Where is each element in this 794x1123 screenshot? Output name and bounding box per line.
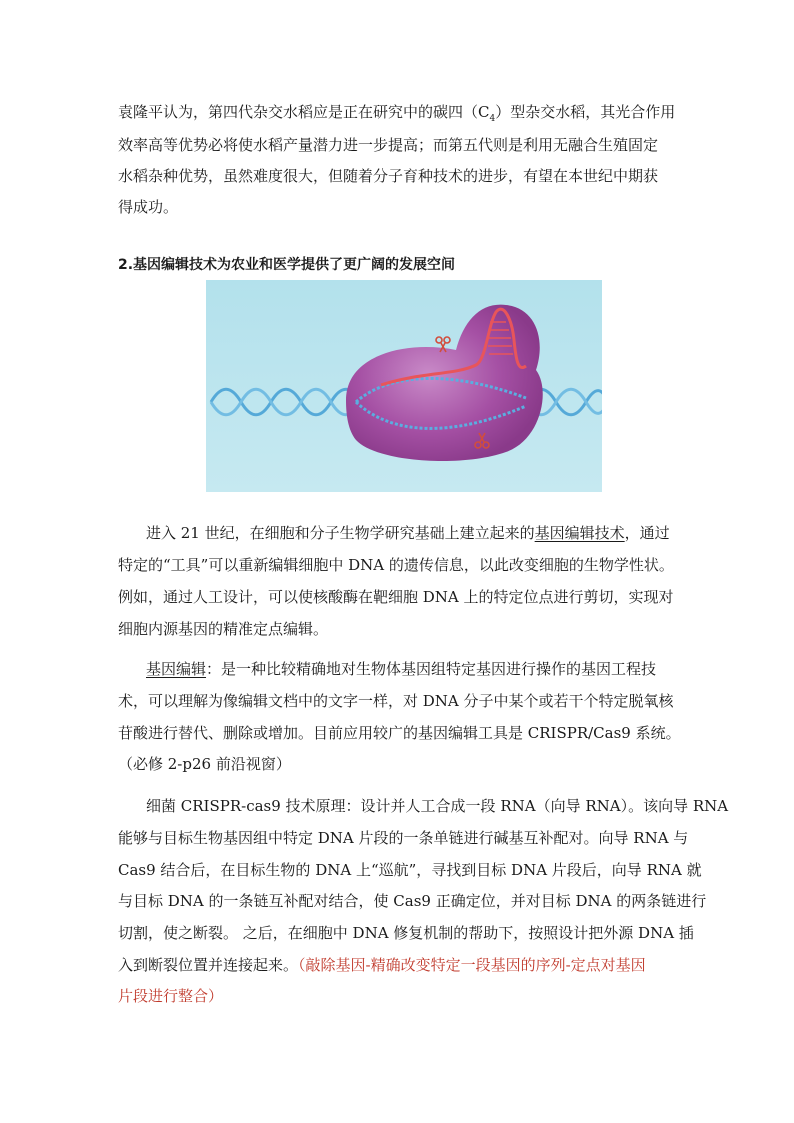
para2-line3: 例如，通过人工设计，可以使核酸酶在靶细胞 DNA 上的特定位点进行剪切，实现对	[118, 588, 674, 606]
para3-line2: 术，可以理解为像编辑文档中的文字一样，对 DNA 分子中某个或若干个特定脱氧核	[118, 692, 674, 710]
para3-line3: 苷酸进行替代、删除或增加。目前应用较广的基因编辑工具是 CRISPR/Cas9 系统。	[118, 724, 681, 742]
para4-line4: 与目标 DNA 的一条链互补配对结合，使 Cas9 正确定位，并对目标 DNA 的两条链进行	[118, 892, 707, 910]
para4-line6	[118, 955, 646, 975]
para4-line7: 片段进行整合）	[118, 987, 224, 1005]
c4-subscript: 4	[489, 114, 496, 124]
para4-line3: Cas9 结合后，在目标生物的 DNA 上“巡航”，寻找到目标 DNA 片段后，向导 RNA 就	[118, 861, 702, 879]
para1-line1	[118, 102, 675, 129]
para1-line2: 效率高等优势必将使水稻产量潜力进一步提高；而第五代则是利用无融合生殖固定	[118, 136, 659, 154]
para1-line1-tail: ）型杂交水稻，其光合作用	[495, 103, 676, 121]
para2-line1-tail: ，通过	[624, 524, 670, 542]
para4-line1: 细菌 CRISPR-cas9 技术原理：设计并人工合成一段 RNA（向导 RNA）。该向导 RNA	[146, 797, 729, 815]
term-gene-editing-technology: 基因编辑技术	[534, 524, 625, 542]
para3-line1-text: ：是一种比较精确地对生物体基因组特定基因进行操作的基因工程技	[206, 660, 657, 678]
note-red-annotation: （敲除基因-精确改变特定一段基因的序列-定点对基因	[298, 956, 646, 974]
crispr-cas9-illustration	[206, 280, 602, 492]
para1-line1-text: 袁隆平认为，第四代杂交水稻应是正在研究中的碳四（C	[118, 103, 490, 121]
para3-line4: （必修 2-p26 前沿视窗）	[118, 755, 291, 773]
para2-line4: 细胞内源基因的精准定点编辑。	[118, 620, 329, 638]
para1-line4: 得成功。	[118, 198, 179, 216]
section-heading: 2.基因编辑技术为农业和医学提供了更广阔的发展空间	[118, 257, 456, 273]
para2-line2: 特定的“工具”可以重新编辑细胞中 DNA 的遗传信息，以此改变细胞的生物学性状。	[118, 556, 674, 574]
term-gene-editing: 基因编辑	[146, 660, 207, 678]
para4-line6-text: 入到断裂位置并连接起来。	[118, 956, 299, 974]
para2-line1-text: 进入 21 世纪，在细胞和分子生物学研究基础上建立起来的	[146, 524, 535, 542]
para4-line2: 能够与目标生物基因组中特定 DNA 片段的一条单链进行碱基互补配对。向导 RNA 与	[118, 829, 689, 847]
para2-line1	[146, 523, 670, 543]
para4-line5: 切割，使之断裂。 之后，在细胞中 DNA 修复机制的帮助下，按照设计把外源 DNA 插	[118, 924, 694, 942]
para1-line3: 水稻杂种优势，虽然难度很大，但随着分子育种技术的进步，有望在本世纪中期获	[118, 167, 659, 185]
para3-line1	[146, 659, 656, 679]
